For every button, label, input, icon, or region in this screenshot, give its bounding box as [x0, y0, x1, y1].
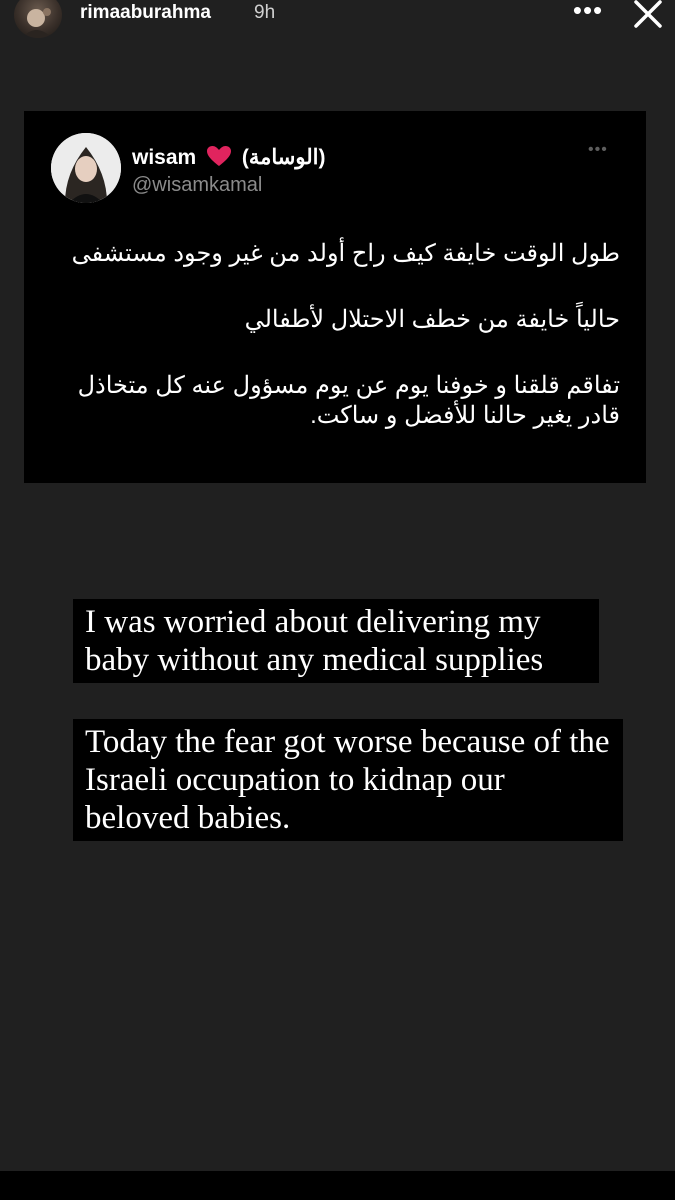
tweet-screenshot-card: [24, 111, 646, 483]
story-timestamp: 9h: [254, 2, 276, 23]
tweet-paragraph: تفاقم قلقنا و خوفنا يوم عن يوم مسؤول عنه كل متخاذل قادر يغير حالنا للأفضل و ساكت.: [77, 372, 620, 429]
translation-caption: I was worried about delivering my baby without any medical supplies: [73, 599, 599, 683]
translation-caption: Today the fear got worse because of the Israeli occupation to kidnap our beloved babies.: [73, 719, 623, 841]
display-name-suffix: (الوسامة): [241, 146, 326, 169]
more-options-button[interactable]: •••: [572, 0, 604, 25]
red-heart-icon: [206, 145, 232, 167]
tweet-paragraph: حالياً خايفة من خطف الاحتلال لأطفالي: [244, 306, 620, 333]
tweet-display-name: [132, 145, 325, 170]
display-name-text: wisam: [132, 146, 197, 169]
tweet-body: [54, 239, 620, 431]
tweet-avatar: [51, 133, 121, 203]
tweet-paragraph: طول الوقت خايفة كيف راح أولد من غير وجود مستشفى: [71, 240, 620, 267]
avatar[interactable]: [14, 0, 62, 38]
tweet-handle: @wisamkamal: [132, 174, 263, 196]
story-username[interactable]: rimaaburahma: [80, 2, 211, 23]
tweet-more-icon: •••: [588, 141, 608, 158]
avatar-photo-icon: [14, 0, 62, 38]
story-header: [0, 0, 675, 40]
bottom-bar: [0, 1171, 675, 1200]
close-icon: [628, 0, 668, 36]
profile-photo-icon: [51, 133, 121, 203]
close-button[interactable]: [628, 0, 668, 36]
